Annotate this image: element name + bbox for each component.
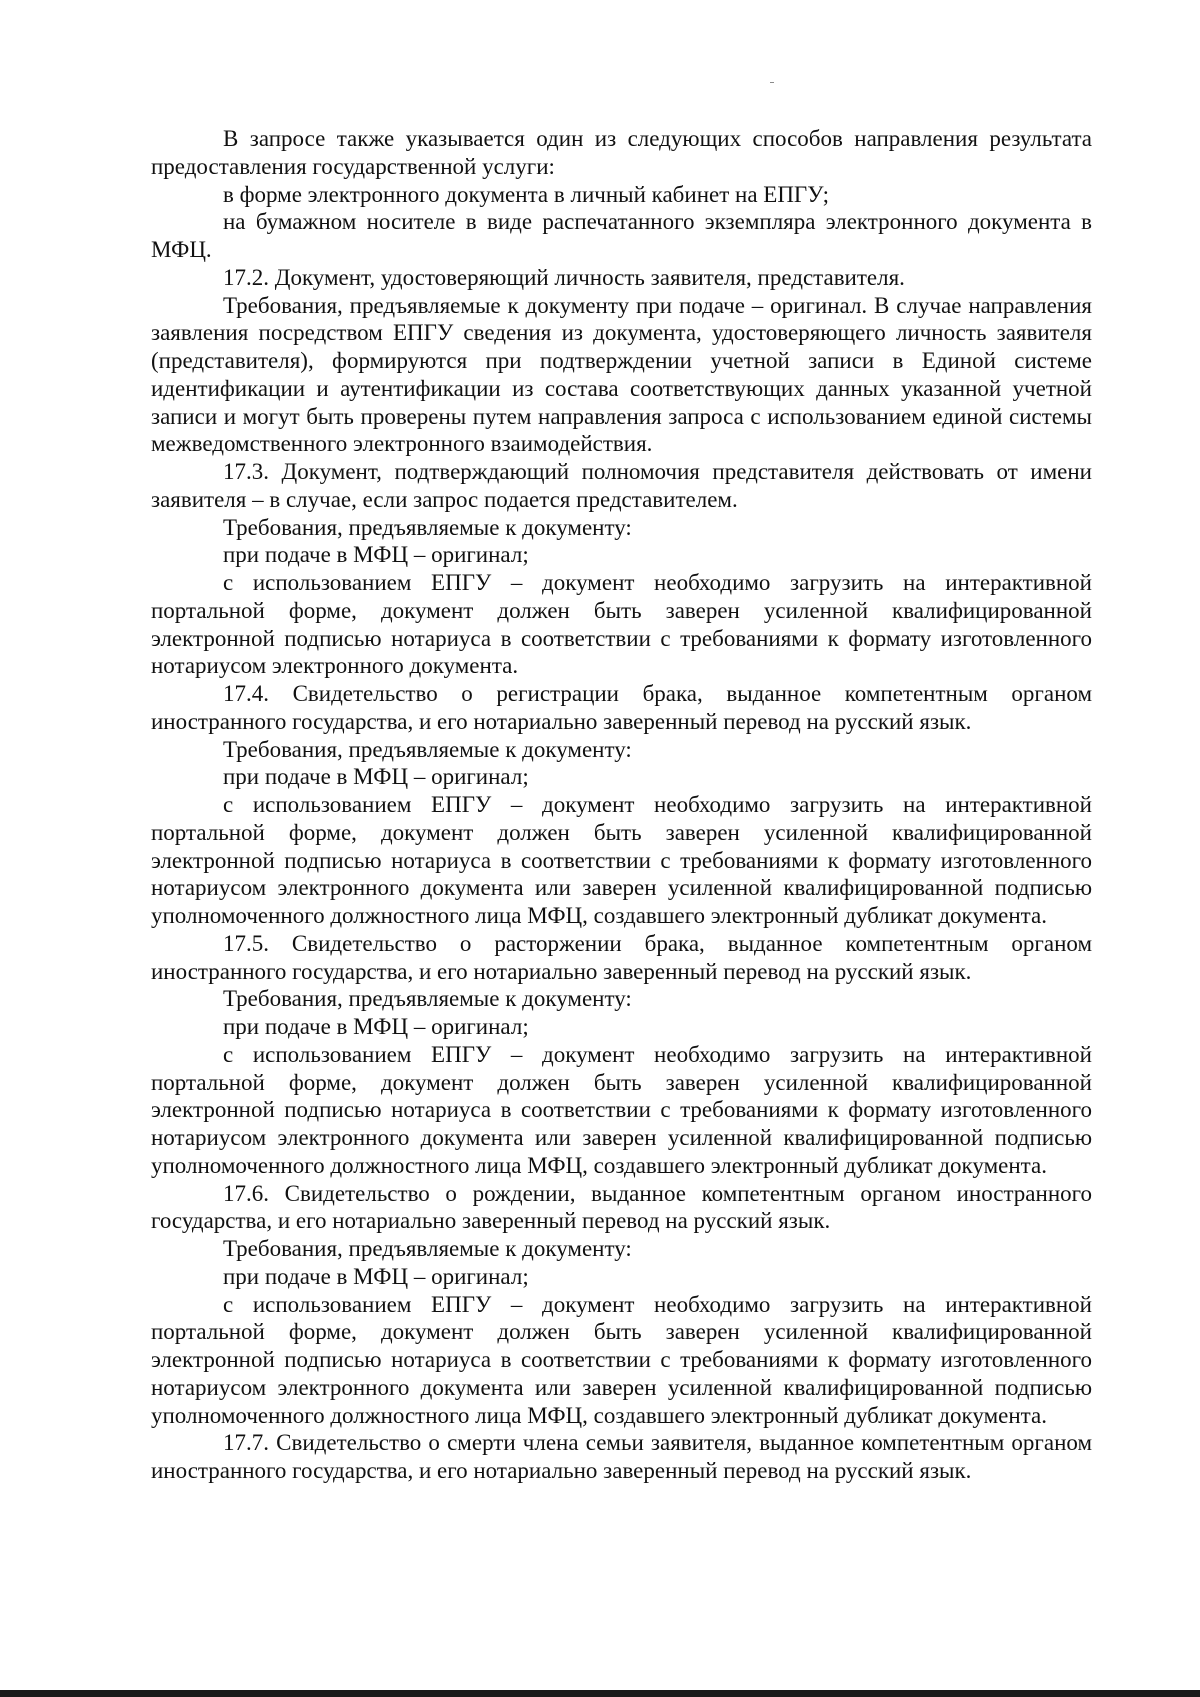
paragraph-17-4: 17.4. Свидетельство о регистрации брака, выданное компетентным органом иностранного государства, и его нотариально заверенный перевод на русский язык. xyxy=(151,681,1092,734)
paragraph-mfc-original: при подаче в МФЦ – оригинал; xyxy=(223,764,529,790)
paragraph-epgu-upload: с использованием ЕПГУ – документ необходимо загрузить на интерактивной портальной форме, документ должен быть заверен усиленной квалифицированной электронной подписью нотариуса в соответствии с требованиями к формату изготовленного нотариусом электронного документа или заверен усиленной квалифицированной подписью уполномоченного должностного лица МФЦ, создавшего электронный дубликат документа. xyxy=(151,792,1092,928)
paragraph-17-5: 17.5. Свидетельство о расторжении брака, выданное компетентным органом иностранного государства, и его нотариально заверенный перевод на русский язык. xyxy=(151,930,1092,984)
paragraph-requirements-heading: Требования, предъявляемые к документу: xyxy=(223,736,632,762)
scan-speck xyxy=(770,82,774,83)
paragraph-17-7: 17.7. Свидетельство о смерти члена семьи заявителя, выданное компетентным органом иностранного государства, и его нотариально заверенный перевод на русский язык. xyxy=(151,1430,1092,1483)
paragraph-requirements-heading: Требования, предъявляемые к документу: xyxy=(223,1236,632,1261)
paragraph-epgu-cabinet: в форме электронного документа в личный кабинет на ЕПГУ; xyxy=(223,181,830,207)
document-body xyxy=(151,125,1092,1485)
paragraph-epgu-upload: с использованием ЕПГУ – документ необходимо загрузить на интерактивной портальной форме, документ должен быть заверен усиленной квалифицированной электронной подписью нотариуса в соответствии с требованиями к формату изготовленного нотариусом электронного документа. xyxy=(151,570,1092,679)
paragraph-delivery-methods: В запросе также указывается один из следующих способов направления результата предоставления государственной услуги: xyxy=(151,126,1092,179)
paragraph-requirements-heading: Требования, предъявляемые к документу: xyxy=(223,986,632,1012)
paragraph-mfc-original: при подаче в МФЦ – оригинал; xyxy=(223,1263,529,1289)
paragraph-mfc-original: при подаче в МФЦ – оригинал; xyxy=(223,1014,529,1039)
paragraph-17-6: 17.6. Свидетельство о рождении, выданное компетентным органом иностранного государства, и его нотариально заверенный перевод на русский язык. xyxy=(151,1180,1092,1234)
scan-bottom-edge xyxy=(0,1690,1200,1697)
paragraph-paper-copy: на бумажном носителе в виде распечатанного экземпляра электронного документа в МФЦ. xyxy=(151,209,1092,262)
paragraph-epgu-upload: с использованием ЕПГУ – документ необходимо загрузить на интерактивной портальной форме, документ должен быть заверен усиленной квалифицированной электронной подписью нотариуса в соответствии с требованиями к формату изготовленного нотариусом электронного документа или заверен усиленной квалифицированной подписью уполномоченного должностного лица МФЦ, создавшего электронный дубликат документа. xyxy=(151,1291,1092,1428)
paragraph-mfc-original: при подаче в МФЦ – оригинал; xyxy=(223,542,529,568)
paragraph-17-2: 17.2. Документ, удостоверяющий личность заявителя, представителя. xyxy=(223,264,905,290)
paragraph-17-3: 17.3. Документ, подтверждающий полномочия представителя действовать от имени заявителя – в случае, если запрос подается представителем. xyxy=(151,459,1092,512)
paragraph-requirements-heading: Требования, предъявляемые к документу: xyxy=(223,514,632,540)
paragraph-epgu-upload: с использованием ЕПГУ – документ необходимо загрузить на интерактивной портальной форме, документ должен быть заверен усиленной квалифицированной электронной подписью нотариуса в соответствии с требованиями к формату изготовленного нотариусом электронного документа или заверен усиленной квалифицированной подписью уполномоченного должностного лица МФЦ, создавшего электронный дубликат документа. xyxy=(151,1041,1092,1178)
paragraph-17-2-requirements: Требования, предъявляемые к документу при подаче – оригинал. В случае направления заявления посредством ЕПГУ сведения из документа, удостоверяющего личность заявителя (представителя), формируются при подтверждении учетной записи в Единой системе идентификации и аутентификации из состава соответствующих данных указанной учетной записи и могут быть проверены путем направления запроса с использованием единой системы межведомственного электронного взаимодействия. xyxy=(151,292,1092,457)
